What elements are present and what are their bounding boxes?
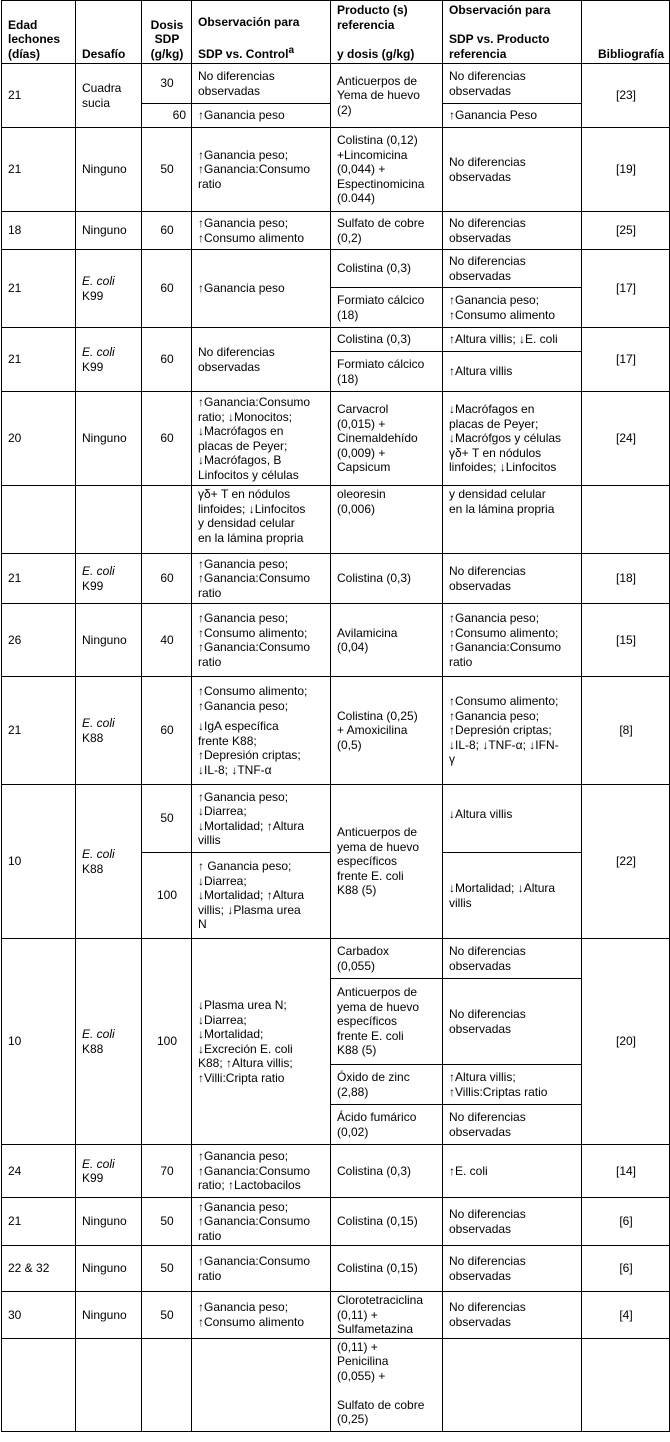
reference-cell: [6] — [582, 1198, 670, 1246]
obs-control-cell: ↑Ganancia peso; ↑Ganancia:Consumo ratio — [192, 554, 331, 604]
product-cell: (0,11) + Penicilina (0,055) + Sulfato de cobre (0,25) — [331, 1338, 443, 1431]
product-cell: Colistina (0,3) — [331, 1145, 443, 1198]
challenge-cell: Ninguno — [76, 392, 142, 486]
obs-control-cell: γδ+ T en nódulos linfoides; ↓Linfocitos y densidad celular en la lámina propria — [192, 486, 331, 554]
reference-cell: [14] — [582, 1145, 670, 1198]
product-cell: Anticuerpos de yema de huevo específicos frente E. coli K88 (5) — [331, 979, 443, 1065]
dose-cell: 60 — [142, 212, 192, 250]
obs-product-cell: No diferencias observadas — [443, 1246, 582, 1292]
challenge-cell — [76, 939, 142, 1145]
dose-cell: 70 — [142, 1145, 192, 1198]
challenge-strain: K88 — [82, 861, 104, 876]
obs-product-cell: ↑Ganancia Peso — [443, 104, 582, 128]
product-cell: Colistina (0,3) — [331, 554, 443, 604]
dose-cell: 30 — [142, 64, 192, 104]
dose-cell: 50 — [142, 128, 192, 212]
obs-product-cell: No diferencias observadas — [443, 128, 582, 212]
challenge-cell: Ninguno — [76, 604, 142, 677]
product-cell: Colistina (0,15) — [331, 1198, 443, 1246]
product-cell: Anticuerpos de Yema de huevo (2) — [331, 64, 443, 128]
header-age: Edad lechones (días) — [2, 1, 76, 64]
header-bibliography: Bibliografía — [582, 1, 670, 64]
obs-product-cell: ↓Mortalidad; ↓Altura villis — [443, 853, 582, 939]
obs-control-cell: ↑ Ganancia peso; ↓Diarrea; ↓Mortalidad; ↑Altura villis; ↓Plasma urea N — [192, 853, 331, 939]
dose-cell: 60 — [142, 250, 192, 328]
product-cell: Colistina (0,3) — [331, 328, 443, 352]
age-cell: 30 — [2, 1292, 76, 1339]
obs-product-cell: ↑Altura villis; ↓E. coli — [443, 328, 582, 352]
age-cell: 21 — [2, 64, 76, 128]
table-row — [2, 939, 670, 979]
obs-product-cell: y densidad celular en la lámina propria — [443, 486, 582, 554]
challenge-cell — [76, 486, 142, 554]
dose-cell: 100 — [142, 939, 192, 1145]
age-cell — [2, 1338, 76, 1431]
product-cell: Anticuerpos de yema de huevo específicos frente E. coli K88 (5) — [331, 785, 443, 939]
dose-cell: 60 — [142, 554, 192, 604]
reference-cell: [8] — [582, 677, 670, 785]
obs-product-cell: ↑Consumo alimento; ↑Ganancia peso; ↑Depresión criptas; ↓IL-8; ↓TNF-α; ↓IFN- γ — [443, 677, 582, 785]
reference-cell: [22] — [582, 785, 670, 939]
reference-cell: [4] — [582, 1292, 670, 1339]
challenge-cell — [76, 250, 142, 328]
age-cell: 24 — [2, 1145, 76, 1198]
reference-cell: [17] — [582, 250, 670, 328]
table-row — [2, 1145, 670, 1198]
reference-cell: [17] — [582, 328, 670, 392]
obs-control-text: ↓IgA específica frente K88; ↑Depresión criptas; ↓IL-8; ↓TNF-α — [198, 719, 301, 777]
obs-control-cell: ↓Plasma urea N; ↓Diarrea; ↓Mortalidad; ↓Excreción E. coli K88; ↑Altura villis; ↑Villi:Cripta ratio — [192, 939, 331, 1145]
dose-cell — [142, 1338, 192, 1431]
table-row — [2, 328, 670, 352]
table-row — [2, 604, 670, 677]
obs-product-cell: ↑E. coli — [443, 1145, 582, 1198]
product-cell: oleoresin (0,006) — [331, 486, 443, 554]
age-cell: 20 — [2, 392, 76, 486]
challenge-cell — [76, 1145, 142, 1198]
challenge-strain: K88 — [82, 730, 104, 745]
obs-control-cell: ↑Ganancia peso; ↑Consumo alimento — [192, 212, 331, 250]
table-row — [2, 128, 670, 212]
obs-product-cell: ↑Ganancia peso; ↑Consumo alimento — [443, 288, 582, 328]
challenge-cell: Ninguno — [76, 1292, 142, 1339]
age-cell: 21 — [2, 250, 76, 328]
obs-product-cell: No diferencias observadas — [443, 939, 582, 979]
table-row — [2, 1246, 670, 1292]
reference-cell: [24] — [582, 392, 670, 486]
product-cell: Avilamicina (0,04) — [331, 604, 443, 677]
table-row — [2, 392, 670, 486]
obs-product-cell: ↓Macrófagos en placas de Peyer; ↓Macrófgos y células γδ+ T en nódulos linfoides; ↓Linfocitos — [443, 392, 582, 486]
table-row — [2, 677, 670, 785]
obs-product-cell: No diferencias observadas — [443, 250, 582, 288]
header-obs-control-text: Observación para SDP vs. Control — [198, 14, 300, 61]
challenge-cell: Cuadra sucia — [76, 64, 142, 128]
dose-cell: 50 — [142, 1198, 192, 1246]
obs-product-cell: No diferencias observadas — [443, 64, 582, 104]
product-cell: Colistina (0,3) — [331, 250, 443, 288]
challenge-cell: Ninguno — [76, 212, 142, 250]
product-cell: Carbadox (0,055) — [331, 939, 443, 979]
table-row — [2, 1198, 670, 1246]
reference-cell: [25] — [582, 212, 670, 250]
table-row — [2, 554, 670, 604]
obs-control-cell: ↑Ganancia peso; ↓Diarrea; ↓Mortalidad; ↑Altura villis — [192, 785, 331, 853]
product-cell: Colistina (0,12) +Lincomicina (0,044) + Espectinomicina (0.044) — [331, 128, 443, 212]
product-cell: Ácido fumárico (0,02) — [331, 1105, 443, 1145]
table-row — [2, 1292, 670, 1339]
obs-product-cell: No diferencias observadas — [443, 979, 582, 1065]
challenge-cell — [76, 554, 142, 604]
obs-control-cell: ↑Ganancia peso; ↑Consumo alimento — [192, 1292, 331, 1339]
table-row — [2, 250, 670, 288]
challenge-organism: E. coli — [82, 1027, 115, 1041]
obs-control-cell: ↑Ganancia peso; ↑Ganancia:Consumo ratio — [192, 1198, 331, 1246]
obs-control-text: ↑Consumo alimento; ↑Ganancia peso; — [198, 684, 308, 713]
reference-cell — [582, 1338, 670, 1431]
product-cell: Colistina (0,25) + Amoxicilina (0,5) — [331, 677, 443, 785]
obs-product-cell: No diferencias observadas — [443, 212, 582, 250]
reference-cell: [20] — [582, 939, 670, 1145]
obs-product-cell: ↑Altura villis; ↑Villis:Criptas ratio — [443, 1065, 582, 1105]
reference-cell: [15] — [582, 604, 670, 677]
challenge-organism: E. coli — [82, 274, 115, 288]
age-cell: 21 — [2, 328, 76, 392]
header-dose: Dosis SDP (g/kg) — [142, 1, 192, 64]
product-cell: Carvacrol (0,015) + Cinemaldehído (0,009) + Capsicum — [331, 392, 443, 486]
age-cell — [2, 486, 76, 554]
reference-cell: [6] — [582, 1246, 670, 1292]
dose-cell — [142, 486, 192, 554]
obs-control-cell — [192, 1338, 331, 1431]
obs-product-cell: No diferencias observadas — [443, 1105, 582, 1145]
obs-product-cell: ↓Altura villis — [443, 785, 582, 853]
dose-cell: 60 — [142, 392, 192, 486]
product-cell: Clorotetraciclina (0,11) + Sulfametazina — [331, 1292, 443, 1339]
challenge-organism: E. coli — [82, 847, 115, 861]
table-row — [2, 1338, 670, 1431]
header-challenge: Desafío — [76, 1, 142, 64]
obs-product-cell: No diferencias observadas — [443, 1292, 582, 1339]
challenge-cell — [76, 328, 142, 392]
age-cell: 21 — [2, 677, 76, 785]
challenge-organism: E. coli — [82, 716, 115, 730]
obs-control-cell: ↑Ganancia peso; ↑Ganancia:Consumo ratio; ↑Lactobacilos — [192, 1145, 331, 1198]
reference-cell: [18] — [582, 554, 670, 604]
obs-control-cell: ↑Ganancia:Consumo ratio — [192, 1246, 331, 1292]
sdp-comparison-table — [1, 0, 670, 1432]
dose-cell: 50 — [142, 1246, 192, 1292]
challenge-strain: K99 — [82, 1171, 104, 1185]
challenge-organism: E. coli — [82, 345, 115, 359]
obs-product-cell — [443, 1338, 582, 1431]
challenge-cell — [76, 785, 142, 939]
challenge-organism: E. coli — [82, 564, 115, 578]
challenge-strain: K88 — [82, 1041, 104, 1056]
header-obs-control-footnote: a — [288, 44, 295, 56]
obs-product-cell: ↑Altura villis — [443, 352, 582, 392]
obs-control-cell: No diferencias observadas — [192, 328, 331, 392]
header-obs-product: Observación para SDP vs. Producto referencia — [443, 1, 582, 64]
dose-cell: 60 — [142, 104, 192, 128]
dose-cell: 50 — [142, 785, 192, 853]
age-cell: 21 — [2, 128, 76, 212]
product-cell: Colistina (0,15) — [331, 1246, 443, 1292]
table-row — [2, 212, 670, 250]
product-cell: Formiato cálcico (18) — [331, 288, 443, 328]
table-row — [2, 785, 670, 853]
table-row — [2, 64, 670, 104]
dose-cell: 100 — [142, 853, 192, 939]
obs-product-cell: No diferencias observadas — [443, 554, 582, 604]
challenge-strain: K99 — [82, 288, 104, 303]
product-cell: Sulfato de cobre (0,2) — [331, 212, 443, 250]
reference-cell — [582, 486, 670, 554]
age-cell: 21 — [2, 554, 76, 604]
challenge-cell — [76, 677, 142, 785]
challenge-cell: Ninguno — [76, 128, 142, 212]
dose-cell: 60 — [142, 677, 192, 785]
age-cell: 18 — [2, 212, 76, 250]
reference-cell: [23] — [582, 64, 670, 128]
challenge-cell — [76, 1338, 142, 1431]
header-product: Producto (s) referencia y dosis (g/kg) — [331, 1, 443, 64]
reference-cell: [19] — [582, 128, 670, 212]
obs-control-cell: ↑Ganancia peso — [192, 104, 331, 128]
challenge-cell: Ninguno — [76, 1198, 142, 1246]
age-cell: 10 — [2, 785, 76, 939]
obs-control-cell: ↑Ganancia:Consumo ratio; ↓Monocitos; ↓Macrófagos en placas de Peyer; ↓Macrófagos, B Linfocitos y células — [192, 392, 331, 486]
product-cell: Formiato cálcico (18) — [331, 352, 443, 392]
obs-control-cell: ↑Ganancia peso; ↑Consumo alimento; ↑Ganancia:Consumo ratio — [192, 604, 331, 677]
dose-cell: 40 — [142, 604, 192, 677]
obs-control-cell: ↑Ganancia peso; ↑Ganancia:Consumo ratio — [192, 128, 331, 212]
challenge-strain: K99 — [82, 359, 104, 374]
obs-control-cell: ↑Ganancia peso — [192, 250, 331, 328]
obs-control-cell: No diferencias observadas — [192, 64, 331, 104]
product-cell: Óxido de zinc (2,88) — [331, 1065, 443, 1105]
challenge-organism: E. coli — [82, 1156, 115, 1171]
challenge-strain: K99 — [82, 578, 104, 593]
obs-product-cell: No diferencias observadas — [443, 1198, 582, 1246]
age-cell: 10 — [2, 939, 76, 1145]
challenge-cell: Ninguno — [76, 1246, 142, 1292]
header-row — [2, 1, 670, 64]
table-row — [2, 486, 670, 554]
obs-control-cell — [192, 677, 331, 785]
age-cell: 26 — [2, 604, 76, 677]
dose-cell: 50 — [142, 1292, 192, 1339]
dose-cell: 60 — [142, 328, 192, 392]
age-cell: 21 — [2, 1198, 76, 1246]
obs-product-cell: ↑Ganancia peso; ↑Consumo alimento; ↑Ganancia:Consumo ratio — [443, 604, 582, 677]
header-obs-control — [192, 1, 331, 64]
age-cell: 22 & 32 — [2, 1246, 76, 1292]
